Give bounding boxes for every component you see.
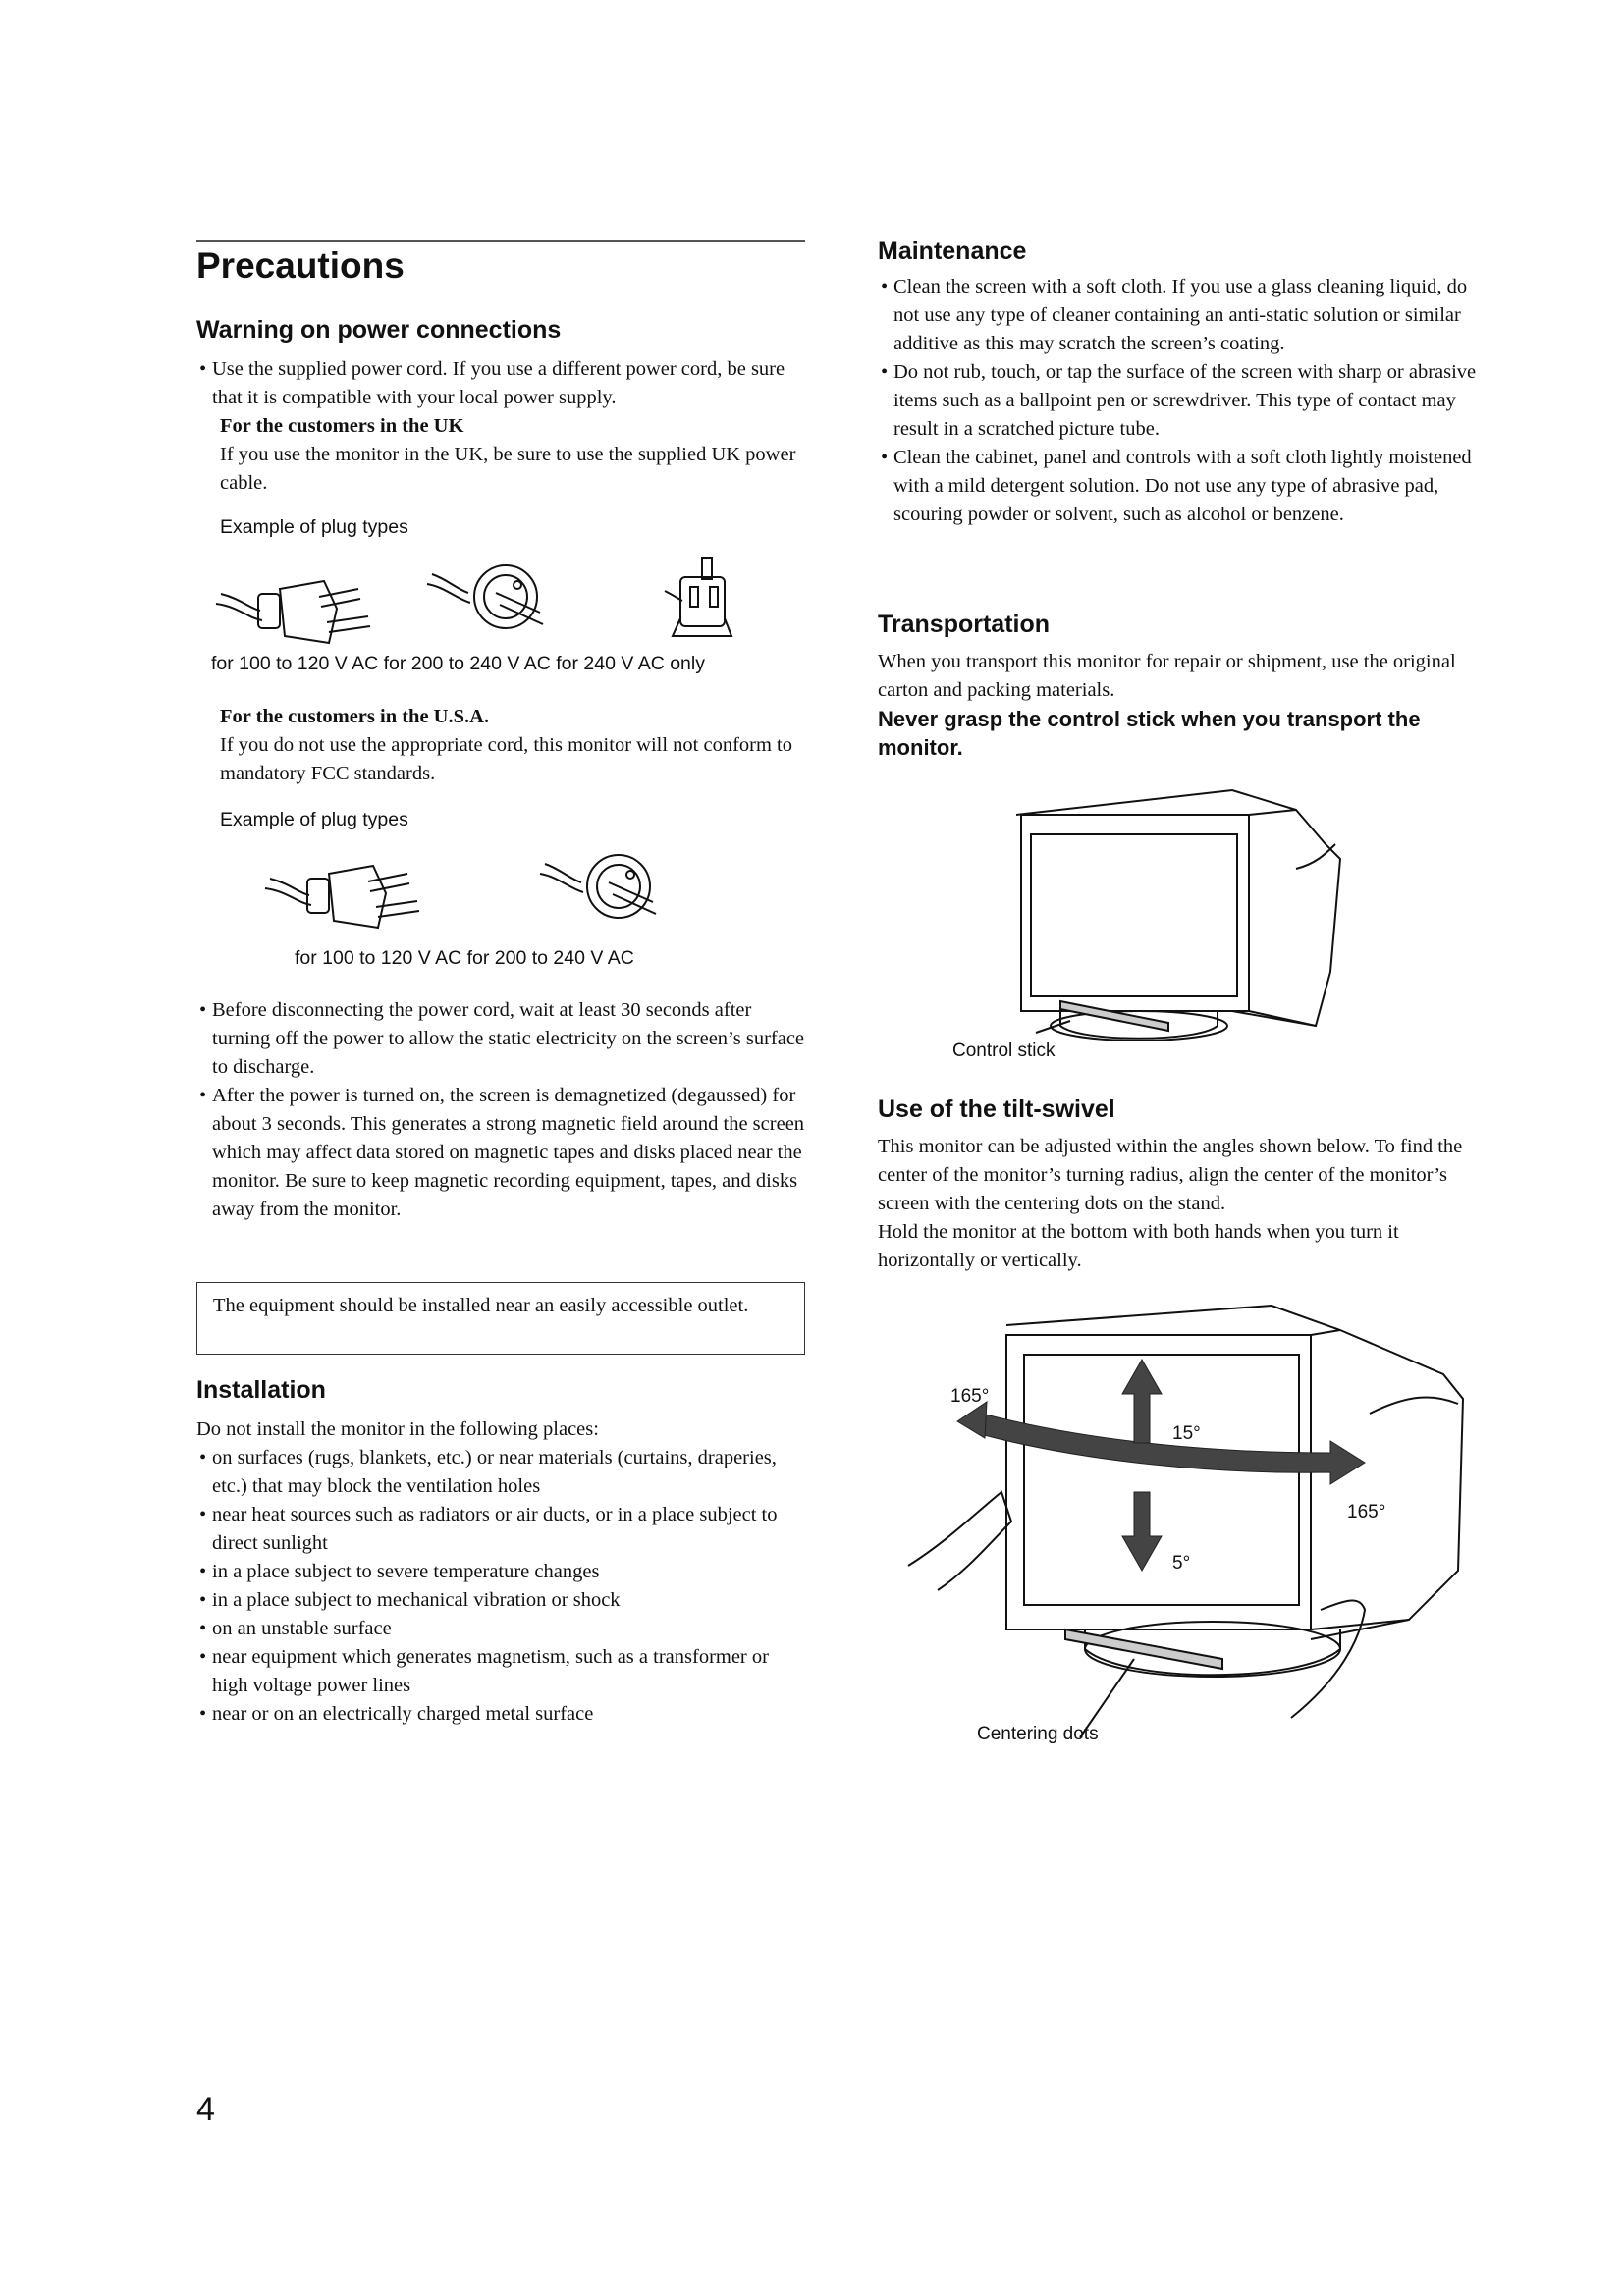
usa-text: If you do not use the appropriate cord, this monitor will not conform to mandatory FCC standards. [220, 734, 792, 784]
plug-labels-2: for 100 to 120 V AC for 200 to 240 V AC [295, 947, 634, 969]
installation-heading: Installation [196, 1376, 326, 1404]
installation-item: • near or on an electrically charged metal surface [196, 1700, 805, 1729]
maintenance-heading: Maintenance [878, 238, 1027, 265]
transportation-heading: Transportation [878, 611, 1051, 638]
warning-bullet-3: • After the power is turned on, the screen is demagnetized (degaussed) for about 3 seconds. This generates a strong magnetic field around the screen which may affect data stored on magnetic tapes and disks placed near the monitor. Be sure to keep magnetic recording equipment, tapes, and disks away from the monitor. [196, 1082, 805, 1224]
angle-down-label: 5° [1172, 1553, 1191, 1574]
installation-item: • in a place subject to severe temperature changes [196, 1558, 805, 1586]
installation-item: • in a place subject to mechanical vibration or shock [196, 1586, 805, 1615]
tilt-swivel-text-1: This monitor can be adjusted within the angles shown below. To find the center of the monitor’s turning radius, align the center of the monitor’s screen with the centering dots on the stand. [878, 1136, 1463, 1214]
plug-types-figure-2 [260, 844, 751, 942]
page-title: Precautions [196, 245, 405, 286]
installation-intro: Do not install the monitor in the following places: [196, 1418, 599, 1440]
centering-dots-label: Centering dots [977, 1724, 1099, 1744]
installation-item: • near equipment which generates magnetism, such as a transformer or high voltage power lines [196, 1643, 805, 1700]
uk-subheading: For the customers in the UK [220, 415, 464, 437]
angle-up-label: 15° [1172, 1423, 1201, 1444]
uk-text: If you use the monitor in the UK, be sure to use the supplied UK power cable. [220, 444, 796, 494]
plug-caption-1: Example of plug types [220, 516, 408, 538]
transportation-text: When you transport this monitor for repair or shipment, use the original carton and packing materials. [878, 651, 1456, 701]
warning-heading: Warning on power connections [196, 316, 562, 344]
warning-bullet-2: • Before disconnecting the power cord, wait at least 30 seconds after turning off the power to allow the static electricity on the screen’s surface to discharge. [196, 996, 805, 1082]
maintenance-section [878, 273, 1487, 529]
installation-section [196, 1415, 805, 1729]
notice-box-text: The equipment should be installed near an easily accessible outlet. [213, 1295, 749, 1316]
installation-item: • on an unstable surface [196, 1615, 805, 1643]
transportation-warning: Never grasp the control stick when you transport the monitor. [878, 707, 1421, 760]
usa-subheading: For the customers in the U.S.A. [220, 706, 490, 727]
tilt-swivel-section [878, 1133, 1487, 1275]
warning-bullets-more [196, 996, 805, 1224]
tilt-swivel-heading: Use of the tilt-swivel [878, 1095, 1115, 1123]
plug-caption-2: Example of plug types [220, 809, 408, 830]
control-stick-label: Control stick [952, 1041, 1056, 1061]
maintenance-item: • Clean the cabinet, panel and controls with a soft cloth lightly moistened with a mild detergent solution. Do not use any type of abrasive pad, scouring powder or solvent, such as alcohol or benzene. [878, 444, 1487, 529]
angle-left-label: 165° [950, 1386, 990, 1407]
angle-right-label: 165° [1347, 1502, 1386, 1522]
transportation-section [878, 648, 1487, 762]
maintenance-item: • Do not rub, touch, or tap the surface of the screen with sharp or abrasive items such as a ballpoint pen or screwdriver. This type of contact may result in a scratched picture tube. [878, 358, 1487, 444]
notice-box [196, 1282, 805, 1355]
usa-section [220, 703, 805, 788]
monitor-control-stick-figure [1001, 785, 1355, 1050]
warning-section [196, 355, 805, 498]
warning-bullet-1: • Use the supplied power cord. If you use a different power cord, be sure that it is compatible with your local power supply. [196, 355, 805, 412]
installation-item: • on surfaces (rugs, blankets, etc.) or near materials (curtains, draperies, etc.) that may block the ventilation holes [196, 1444, 805, 1501]
plug-types-figure-1 [211, 550, 800, 648]
tilt-swivel-text-2: Hold the monitor at the bottom with both hands when you turn it horizontally or vertically. [878, 1221, 1399, 1271]
page-number: 4 [196, 2091, 215, 2128]
plug-labels-1: for 100 to 120 V AC for 200 to 240 V AC for 240 V AC only [211, 653, 705, 674]
installation-item: • near heat sources such as radiators or air ducts, or in a place subject to direct sunlight [196, 1501, 805, 1558]
maintenance-item: • Clean the screen with a soft cloth. If you use a glass cleaning liquid, do not use any type of cleaner containing an anti-static solution or similar additive as this may scratch the screen’s coating. [878, 273, 1487, 358]
title-rule [196, 240, 805, 242]
